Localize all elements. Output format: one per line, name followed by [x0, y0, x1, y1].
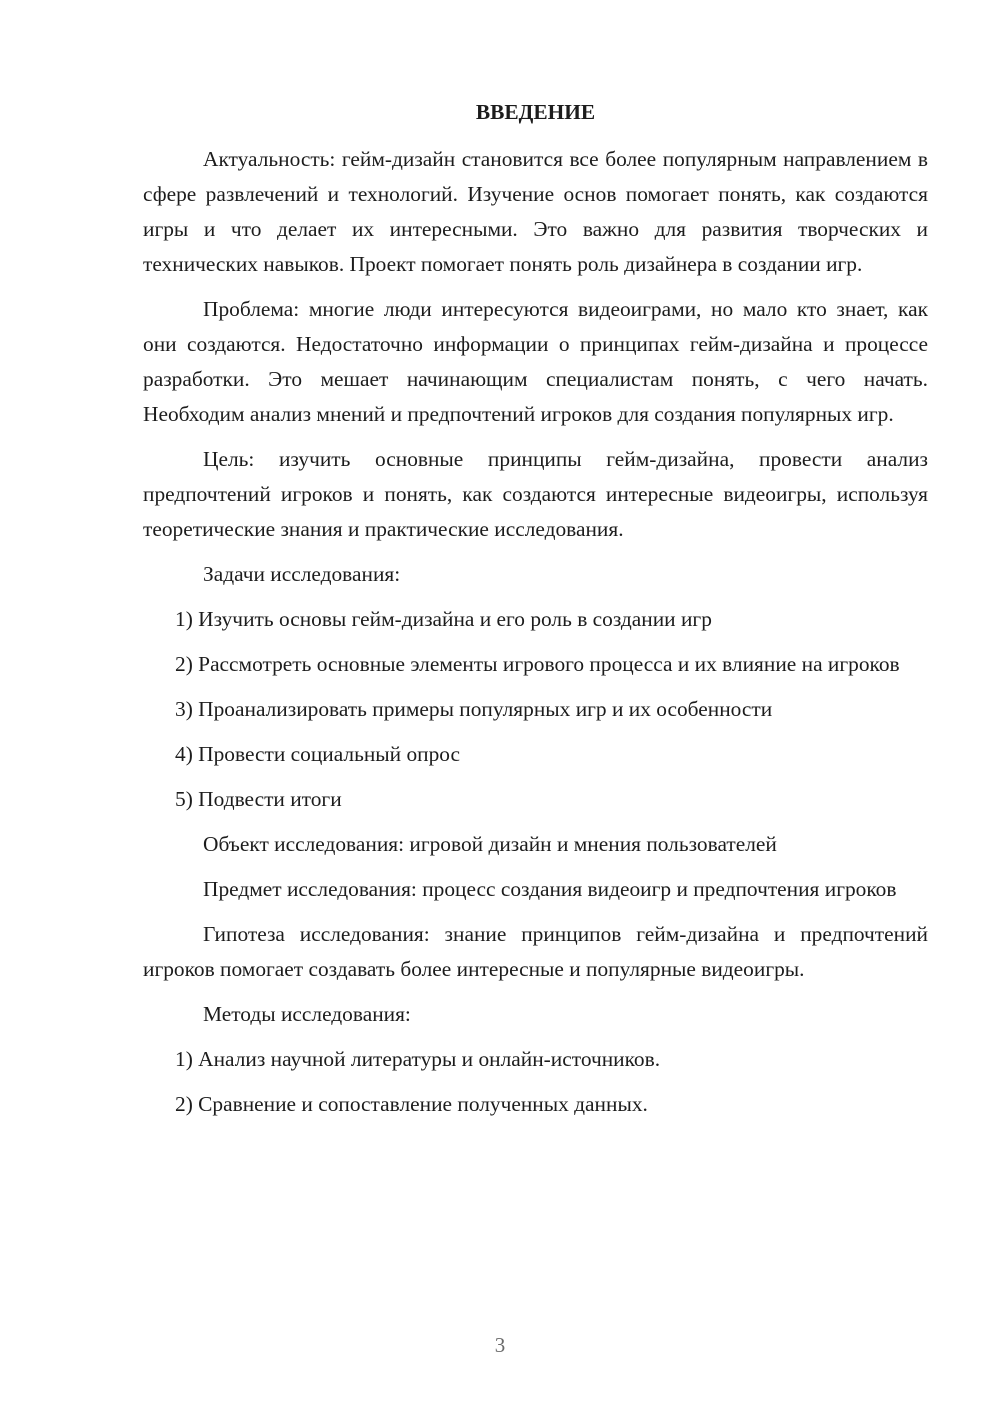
object-line: Объект исследования: игровой дизайн и мнения пользователей [203, 832, 777, 856]
task-item: 3) Проанализировать примеры популярных игр и их особенности [175, 697, 773, 721]
section-heading: ВВЕДЕНИЕ [475, 100, 596, 124]
problem-paragraph: Проблема: многие люди интересуются видеоиграми, но мало кто знает, как они создаются. Недостаточно информации о принципах гейм-дизайна и процессе разработки. Это мешает начинающим специалистам понять, с чего начать. Необходим анализ мнений и предпочтений игроков для создания популярных игр. [143, 297, 928, 426]
task-item: 5) Подвести итоги [175, 787, 342, 811]
goal-paragraph: Цель: изучить основные принципы гейм-дизайна, провести анализ предпочтений игроков и понять, как создаются интересные видеоигры, используя теоретические знания и практические исследования. [143, 447, 928, 541]
methods-label: Методы исследования: [203, 1002, 411, 1026]
hypothesis-paragraph: Гипотеза исследования: знание принципов гейм-дизайна и предпочтений игроков помогает создавать более интересные и популярные видеоигры. [143, 922, 928, 981]
tasks-label: Задачи исследования: [203, 562, 401, 586]
page-number: 3 [494, 1333, 506, 1357]
relevance-paragraph: Актуальность: гейм-дизайн становится все более популярным направлением в сфере развлечений и технологий. Изучение основ помогает понять, как создаются игры и что делает их интересными. Это важно для развития творческих и технических навыков. Проект помогает понять роль дизайнера в создании игр. [143, 147, 928, 276]
task-item: 4) Провести социальный опрос [175, 742, 461, 766]
task-item: 2) Рассмотреть основные элементы игрового процесса и их влияние на игроков [175, 652, 900, 676]
method-item: 1) Анализ научной литературы и онлайн-источников. [175, 1047, 661, 1071]
method-item: 2) Сравнение и сопоставление полученных данных. [175, 1092, 648, 1116]
subject-paragraph: Предмет исследования: процесс создания видеоигр и предпочтения игроков [203, 877, 897, 901]
task-item: 1) Изучить основы гейм-дизайна и его роль в создании игр [175, 607, 712, 631]
document-page [143, 95, 928, 1132]
